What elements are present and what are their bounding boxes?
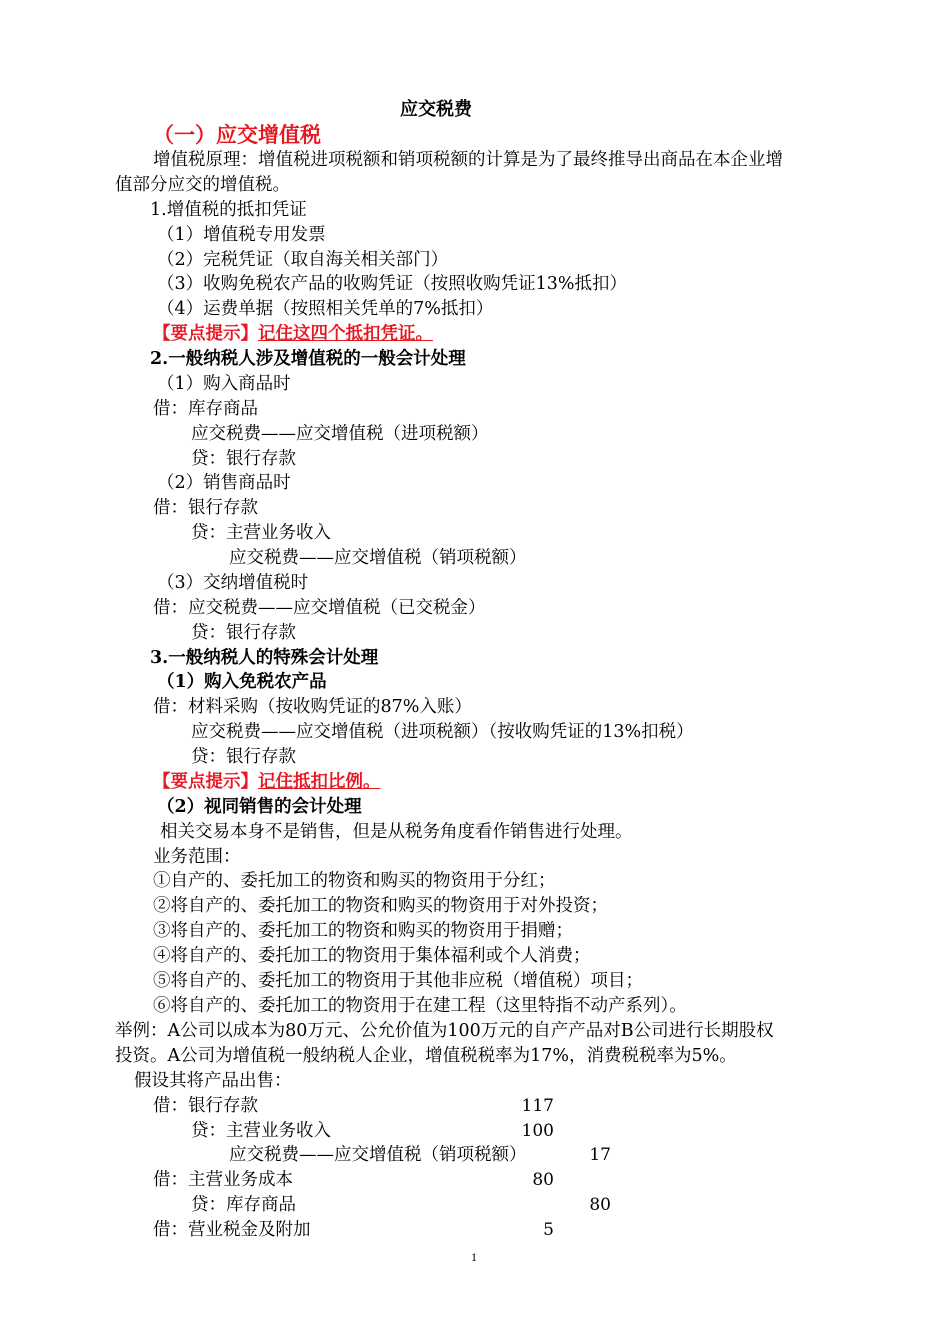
journal-entry-amount: 17 bbox=[589, 1145, 611, 1165]
list-item: （3）收购免税农产品的收购凭证（按照收购凭证13%抵扣） bbox=[157, 274, 628, 294]
entry-line: （3）交纳增值税时 bbox=[157, 573, 309, 593]
entry-line: 贷：银行存款 bbox=[191, 623, 296, 643]
scope-item: ③将自产的、委托加工的物资和购买的物资用于捐赠； bbox=[153, 921, 573, 941]
scope-item: ②将自产的、委托加工的物资和购买的物资用于对外投资； bbox=[153, 896, 608, 916]
subsection-heading-1: 1.增值税的抵扣凭证 bbox=[150, 200, 307, 220]
tip-text: 记住抵扣比例。 bbox=[258, 772, 381, 792]
principle-line-1: 增值税原理：增值税进项税额和销项税额的计算是为了最终推导出商品在本企业增 bbox=[153, 150, 783, 170]
page-title: 应交税费 bbox=[400, 99, 472, 120]
journal-entry-amount: 117 bbox=[521, 1096, 554, 1116]
list-item: （2）完税凭证（取自海关相关部门） bbox=[157, 250, 449, 270]
entry-line: （2）销售商品时 bbox=[157, 473, 291, 493]
entry-line: 应交税费——应交增值税（销项税额） bbox=[229, 548, 527, 568]
journal-entry-text: 应交税费——应交增值税（销项税额） bbox=[229, 1145, 527, 1165]
journal-entry-amount: 100 bbox=[521, 1121, 554, 1141]
journal-entry-amount: 5 bbox=[543, 1220, 554, 1240]
scope-label: 业务范围： bbox=[153, 847, 241, 867]
journal-entry-text: 贷：库存商品 bbox=[191, 1195, 296, 1215]
journal-entry-amount: 80 bbox=[532, 1170, 554, 1190]
scope-item: ①自产的、委托加工的物资和购买的物资用于分红； bbox=[153, 871, 556, 891]
entry-line: 借：材料采购（按收购凭证的87%入账） bbox=[153, 697, 472, 717]
section-heading: （一）应交增值税 bbox=[153, 122, 321, 147]
assumption-line: 假设其将产品出售： bbox=[134, 1071, 292, 1091]
subsection-heading-2: 2.一般纳税人涉及增值税的一般会计处理 bbox=[150, 349, 466, 369]
scope-item: ⑥将自产的、委托加工的物资用于在建工程（这里特指不动产系列）。 bbox=[153, 996, 687, 1016]
entry-line: 借：应交税费——应交增值税（已交税金） bbox=[153, 598, 486, 618]
example-line-1: 举例：A公司以成本为80万元、公允价值为100万元的自产产品对B公司进行长期股权 bbox=[115, 1021, 774, 1041]
example-line-2: 投资。A公司为增值税一般纳税人企业，增值税税率为17%，消费税税率为5%。 bbox=[115, 1046, 737, 1066]
page-number: 1 bbox=[471, 1250, 477, 1264]
entry-line: 贷：银行存款 bbox=[191, 747, 296, 767]
entry-line: 贷：主营业务收入 bbox=[191, 523, 331, 543]
subsection-item-2: （2）视同销售的会计处理 bbox=[157, 797, 362, 817]
subsection-item-1: （1）购入免税农产品 bbox=[157, 672, 327, 692]
tip-label: 【要点提示】 bbox=[153, 324, 258, 344]
journal-entry-text: 借：银行存款 bbox=[153, 1096, 258, 1116]
entry-line: 贷：银行存款 bbox=[191, 449, 296, 469]
scope-item: ⑤将自产的、委托加工的物资用于其他非应税（增值税）项目； bbox=[153, 971, 643, 991]
deemed-sale-intro: 相关交易本身不是销售，但是从税务角度看作销售进行处理。 bbox=[160, 822, 633, 842]
principle-line-2: 值部分应交的增值税。 bbox=[115, 175, 290, 195]
list-item: （1）增值税专用发票 bbox=[157, 225, 326, 245]
entry-line: 应交税费——应交增值税（进项税额） bbox=[191, 424, 489, 444]
key-point-tip-1 bbox=[153, 322, 433, 346]
subsection-heading-3: 3.一般纳税人的特殊会计处理 bbox=[150, 648, 379, 668]
tip-label: 【要点提示】 bbox=[153, 772, 258, 792]
entry-line: 应交税费——应交增值税（进项税额）（按收购凭证的13%扣税） bbox=[191, 722, 694, 742]
journal-entry-text: 借：营业税金及附加 bbox=[153, 1220, 311, 1240]
entry-line: 借：库存商品 bbox=[153, 399, 258, 419]
journal-entry-text: 借：主营业务成本 bbox=[153, 1170, 293, 1190]
scope-item: ④将自产的、委托加工的物资用于集体福利或个人消费； bbox=[153, 946, 591, 966]
journal-entry-amount: 80 bbox=[589, 1195, 611, 1215]
list-item: （4）运费单据（按照相关凭单的7%抵扣） bbox=[157, 299, 494, 319]
key-point-tip-2 bbox=[153, 770, 381, 794]
entry-line: 借：银行存款 bbox=[153, 498, 258, 518]
entry-line: （1）购入商品时 bbox=[157, 374, 291, 394]
journal-entry-text: 贷：主营业务收入 bbox=[191, 1121, 331, 1141]
tip-text: 记住这四个抵扣凭证。 bbox=[258, 324, 433, 344]
